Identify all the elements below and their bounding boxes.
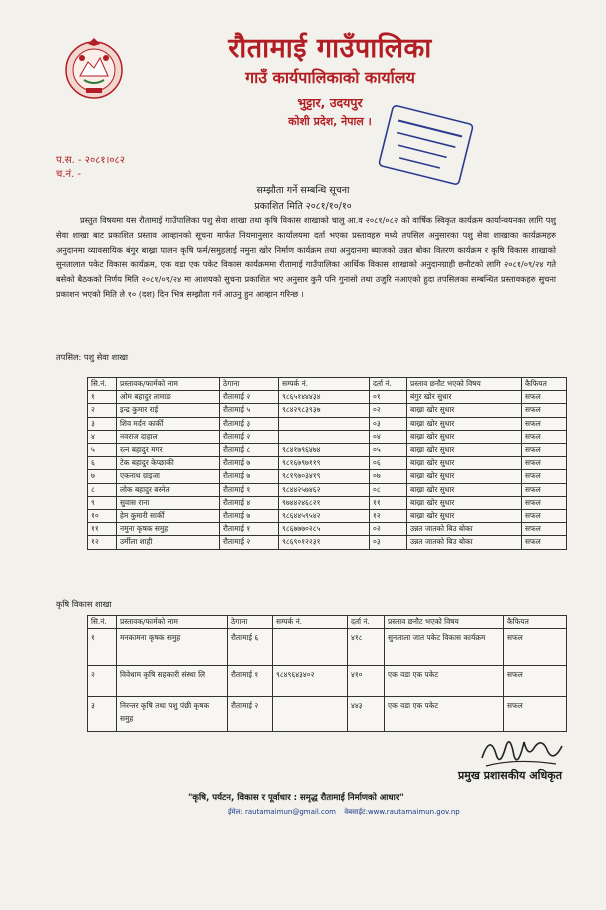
cell-sn: ११ (88, 523, 117, 536)
table-row (88, 444, 567, 457)
table-header-row (88, 378, 567, 391)
col-header-sn: सि.नं. (88, 616, 117, 629)
cell-name: रत्न बहादुर मगर (117, 444, 220, 457)
cell-sn: ४ (88, 430, 117, 443)
cell-address: रौतामाई ७ (220, 457, 279, 470)
cell-sn: ९ (88, 496, 117, 509)
cell-name: ओम बहादुर तामाङ (117, 391, 220, 404)
cell-sn: २ (88, 666, 117, 697)
cell-reg: ११ (370, 496, 407, 509)
cell-subject: उन्नत जातको बिउ बोका (407, 536, 522, 549)
cell-name: मनकामना कृषक समुह (117, 629, 228, 666)
table-row (88, 391, 567, 404)
cell-reg: ४१० (348, 666, 385, 697)
cell-subject: बाख्रा खोर सुधार (407, 404, 522, 417)
reference-number: प.स. - २०८१।०८२ (56, 155, 125, 166)
cell-contact (279, 417, 370, 430)
cell-remarks: सफल (504, 629, 567, 666)
cell-remarks: सफल (522, 417, 567, 430)
cell-reg: ०३ (370, 417, 407, 430)
cell-remarks: सफल (522, 430, 567, 443)
table-row (88, 523, 567, 536)
cell-reg: ४४३ (348, 697, 385, 732)
cell-contact: ९८६४४५९५४२ (279, 510, 370, 523)
cell-sn: ३ (88, 417, 117, 430)
cell-address: रौतामाई २ (220, 536, 279, 549)
cell-contact: ९८४९६४३४०२ (273, 666, 348, 697)
col-header-name: प्रस्तावक/फार्मको नाम (117, 378, 220, 391)
cell-sn: ७ (88, 470, 117, 483)
cell-reg: ०६ (370, 457, 407, 470)
footer-email[interactable]: ईमेल: rautamaimun@gmail.com (228, 808, 336, 816)
notice-body: प्रस्तुत विषयमा यस रौतामाई गाउँपालिका पशु सेवा शाखा तथा कृषि विकास शाखाको चालु आ.व २०८१/०८२ को वार्षिक स्विकृत कार्यक्रम कार्यान्वयनका लागि पशु सेवा शाखा बाट प्रकाशित प्रस्ताव आव्हानको सूचना मार्फत नियमानुसार कार्यालयमा दर्ता भएका प्रस्तावहरु मध्ये तपसिल अनुसारका पशु सेवा शाखाका कार्यक्रमहरु अनुदानमा व्यावसायिक बंगुर बाख्रा पालन कृषि फर्म/समुहलाई नमुना खोर निर्माण कार्यक्रम तथा अनुदानमा ब्याजको उन्नत बोका वितरण कार्यक्रम र कृषि विकास शाखाको सुनतालात पकेट विकास कार्यक्रम, एक वडा एक पकेट विकास कार्यक्रममा रौतामाई गाउँपालिका आर्थिक विकास शाखाको अनुदानग्राही छनौटको लागि २०८१/०९/२४ गते बसेको बैठकको निर्णय मिति २०८१/०९/२४ मा आशयको सुचना प्रकाशित भए अनुसार कुनै पनि गुनासो तथा उजुरि नआएको हुदा तपसिलका सम्बन्धित प्रस्तावकहरु सुचना प्रकाशन भएको मिति ले १० (दश) दिन भित्र सम्झौता गर्न आउनु हुन आव्हान गरिन्छ । (56, 215, 556, 299)
notice-date: प्रकाशित मिति २०८१/१०/१० (254, 201, 352, 212)
cell-name: नवराज दाहाल (117, 430, 220, 443)
table-row (88, 483, 567, 496)
col-header-subject: प्रस्ताव छनौट भएको विषय (407, 378, 522, 391)
cell-subject: सुनताला जात पकेट विकास कार्यक्रम (385, 629, 504, 666)
cell-contact: ९८१९७०३४१९ (279, 470, 370, 483)
agriculture-table (87, 615, 567, 732)
cell-remarks: सफल (522, 391, 567, 404)
section-label-livestock: तपसिल: पशु सेवा शाखा (56, 352, 129, 362)
office-stamp-icon (376, 103, 475, 188)
cell-subject: एक वडा एक पकेट (385, 697, 504, 732)
cell-address: रौतामाई ६ (228, 629, 273, 666)
table-row (88, 430, 567, 443)
cell-contact (273, 697, 348, 732)
cell-subject: बाख्रा खोर सुधार (407, 457, 522, 470)
cell-name: एकनाथ ग्राइजा (117, 470, 220, 483)
table-row (88, 536, 567, 549)
cell-name: विवेधाम कृषि सहकारी संस्था लि (117, 666, 228, 697)
cell-contact: ९८६९०१२२३१ (279, 536, 370, 549)
table-row (88, 417, 567, 430)
section-label-agriculture: कृषि विकास शाखा (56, 599, 112, 609)
cell-subject: एक वडा एक पकेट (385, 666, 504, 697)
table-header-row (88, 616, 567, 629)
cell-sn: १० (88, 510, 117, 523)
cell-name: हेम कुमारी सार्की (117, 510, 220, 523)
col-header-sn: सि.नं. (88, 378, 117, 391)
cell-reg: १२ (370, 510, 407, 523)
col-header-reg: दर्ता नं. (348, 616, 385, 629)
cell-address: रौतामाई ३ (220, 417, 279, 430)
cell-name: इन्द्र कुमार राई (117, 404, 220, 417)
cell-subject: बाख्रा खोर सुधार (407, 483, 522, 496)
cell-address: रौतामाई ५ (220, 404, 279, 417)
address-line-1: भुट्टार, उदयपुर (297, 95, 363, 110)
cell-reg: ०३ (370, 536, 407, 549)
cell-remarks: सफल (522, 483, 567, 496)
table-row (88, 629, 567, 666)
cell-contact: ९७४४२४६८२१ (279, 496, 370, 509)
cell-contact: ९८६७७७०२८५ (279, 523, 370, 536)
cell-reg: ०८ (370, 483, 407, 496)
table-row (88, 666, 567, 697)
cell-subject: बाख्रा खोर सुधार (407, 430, 522, 443)
cell-remarks: सफल (522, 496, 567, 509)
cell-address: रौतामाई १ (220, 523, 279, 536)
address-line-2: कोशी प्रदेश, नेपाल । (288, 115, 372, 128)
cell-sn: १ (88, 629, 117, 666)
col-header-reg: दर्ता नं. (370, 378, 407, 391)
footer-contact (228, 808, 466, 817)
col-header-contact: सम्पर्क नं. (279, 378, 370, 391)
cell-sn: ५ (88, 444, 117, 457)
cell-subject: बंगुर खोर सुधार (407, 391, 522, 404)
cell-reg: ०२ (370, 523, 407, 536)
cell-contact (279, 430, 370, 443)
cell-name: टेक बहादुर केप्छाकी (117, 457, 220, 470)
cell-contact: ९८४४२५७४६२ (279, 483, 370, 496)
cell-contact: ९८१६७९७११९ (279, 457, 370, 470)
cell-sn: ८ (88, 483, 117, 496)
cell-address: रौतामाई १ (220, 483, 279, 496)
table-row (88, 697, 567, 732)
footer-slogan: "कृषि, पर्यटन, विकास र पूर्वाधार : समृद्ध रौतामाई निर्माणको आधार" (188, 793, 404, 803)
notice-title: सम्झौता गर्ने सम्बन्धि सूचना (256, 185, 350, 196)
cell-sn: २ (88, 404, 117, 417)
cell-reg: ०७ (370, 470, 407, 483)
cell-subject: बाख्रा खोर सुधार (407, 496, 522, 509)
table-row (88, 457, 567, 470)
cell-remarks: सफल (522, 510, 567, 523)
cell-reg: ०५ (370, 444, 407, 457)
cell-name: निरन्तर कृषि तथा पशु पंछी कृषक समुह (117, 697, 228, 732)
table-row (88, 510, 567, 523)
cell-subject: बाख्रा खोर सुधार (407, 470, 522, 483)
cell-subject: बाख्रा खोर सुधार (407, 417, 522, 430)
cell-address: रौतामाई २ (220, 430, 279, 443)
cell-remarks: सफल (504, 666, 567, 697)
table-row (88, 496, 567, 509)
cell-subject: उन्नत जातको बिउ बोका (407, 523, 522, 536)
cell-address: रौतामाई २ (220, 391, 279, 404)
cell-address: रौतामाई ४ (220, 496, 279, 509)
cell-sn: ३ (88, 697, 117, 732)
dispatch-number: च.नं. - (56, 169, 82, 180)
cell-sn: १ (88, 391, 117, 404)
cell-contact: ९८४२९८३९३७ (279, 404, 370, 417)
col-header-name: प्रस्तावक/फार्मको नाम (117, 616, 228, 629)
cell-remarks: सफल (522, 404, 567, 417)
cell-contact: ९८६५१४४४३४ (279, 391, 370, 404)
cell-remarks: सफल (522, 470, 567, 483)
table-row (88, 470, 567, 483)
cell-reg: ०१ (370, 391, 407, 404)
col-header-address: ठेगाना (228, 616, 273, 629)
cell-name: लोक बहादुर बस्नेत (117, 483, 220, 496)
col-header-contact: सम्पर्क नं. (273, 616, 348, 629)
table-row (88, 404, 567, 417)
col-header-address: ठेगाना (220, 378, 279, 391)
cell-sn: १२ (88, 536, 117, 549)
col-header-subject: प्रस्ताव छनौट भएको विषय (385, 616, 504, 629)
cell-remarks: सफल (522, 457, 567, 470)
signer-title: प्रमुख प्रशासकीय अधिकृत (458, 769, 562, 782)
col-header-remarks: कैफियत (522, 378, 567, 391)
livestock-table (87, 377, 567, 550)
cell-contact (273, 629, 348, 666)
government-emblem-icon (62, 36, 126, 100)
cell-subject: बाख्रा खोर सुधार (407, 444, 522, 457)
cell-remarks: सफल (504, 697, 567, 732)
cell-address: रौतामाई १ (228, 666, 273, 697)
cell-remarks: सफल (522, 536, 567, 549)
footer-website[interactable]: वेबसाईट:www.rautamaimun.gov.np (344, 808, 460, 816)
cell-reg: ०२ (370, 404, 407, 417)
cell-address: रौतामाई ७ (220, 510, 279, 523)
office-name: गाउँ कार्यपालिकाको कार्यालय (245, 68, 415, 87)
cell-address: रौतामाई २ (228, 697, 273, 732)
cell-name: उर्मीला शाही (117, 536, 220, 549)
organization-name: रौतामाई गाउँपालिका (228, 33, 432, 64)
cell-remarks: सफल (522, 523, 567, 536)
cell-reg: ४१८ (348, 629, 385, 666)
cell-name: शिव मर्दन कार्की (117, 417, 220, 430)
cell-sn: ६ (88, 457, 117, 470)
cell-contact: ९८४१७९६४७४ (279, 444, 370, 457)
cell-name: सुवास राना (117, 496, 220, 509)
col-header-remarks: कैफियत (504, 616, 567, 629)
cell-reg: ०४ (370, 430, 407, 443)
cell-address: रौतामाई ८ (220, 444, 279, 457)
cell-name: नमुना कृषक समुह (117, 523, 220, 536)
cell-subject: बाख्रा खोर सुधार (407, 510, 522, 523)
cell-address: रौतामाई ७ (220, 470, 279, 483)
cell-remarks: सफल (522, 444, 567, 457)
